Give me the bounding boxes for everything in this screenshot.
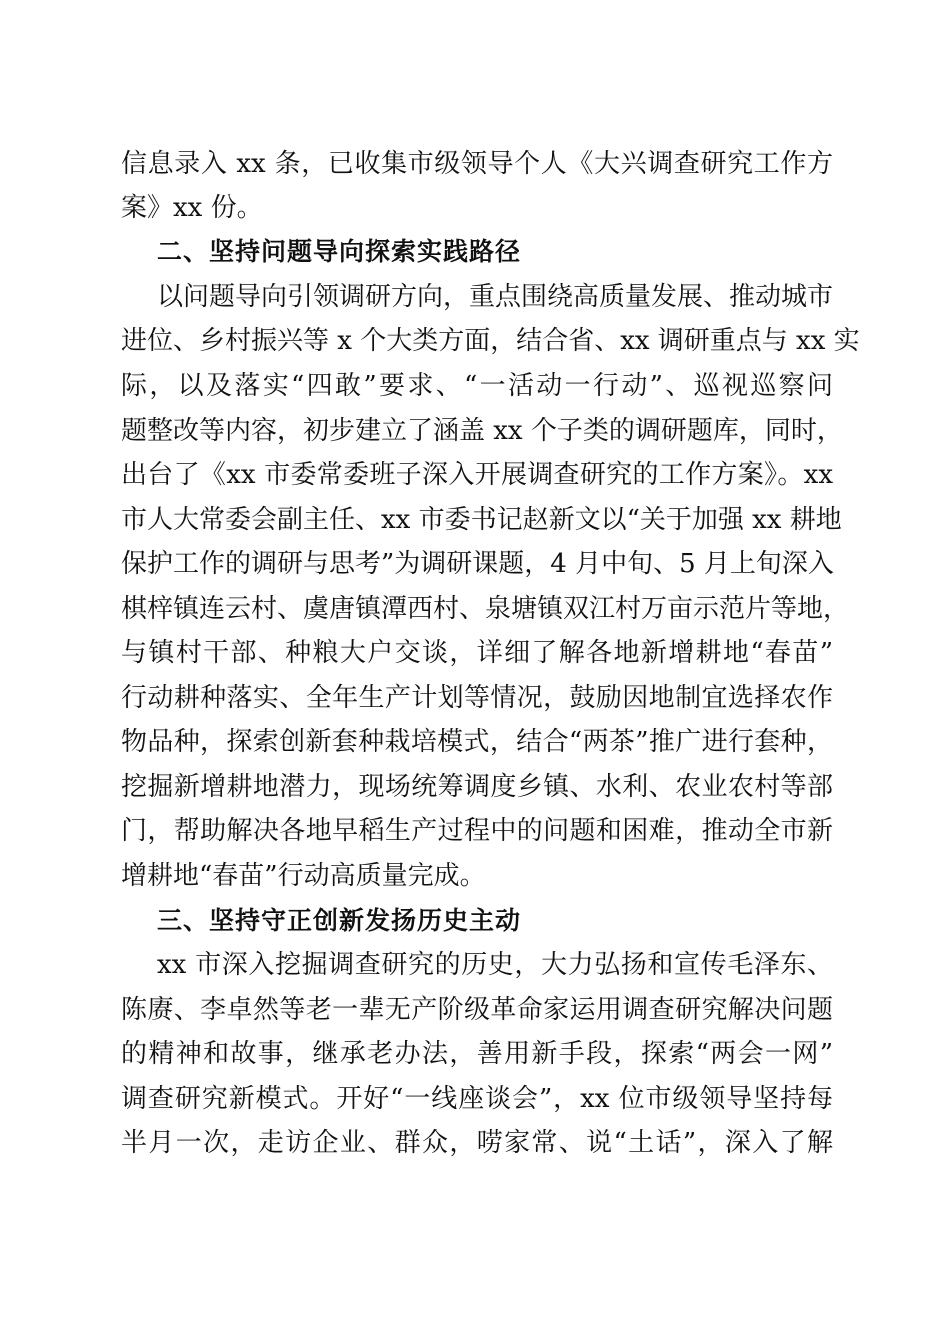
body-text-line: 题整改等内容，初步建立了涵盖 xx 个子类的调研题库，同时， — [121, 416, 843, 446]
body-text-line: xx 市深入挖掘调查研究的历史，大力弘扬和宣传毛泽东、 — [157, 950, 833, 980]
body-text-line: 棋梓镇连云村、虞唐镇潭西村、泉塘镇双江村万亩示范片等地， — [121, 594, 850, 624]
body-text-line: 案》xx 份。 — [121, 193, 263, 223]
body-text-line: 的精神和故事，继承老办法，善用新手段，探索“两会一网” — [121, 1039, 833, 1069]
section-heading-3: 三、坚持守正创新发扬历史主动 — [157, 906, 522, 935]
body-text-line: 调查研究新模式。开好“一线座谈会”，xx 位市级领导坚持每 — [121, 1084, 833, 1114]
body-text-line: 物品种，探索创新套种栽培模式，结合“两茶”推广进行套种， — [121, 727, 833, 757]
body-text-line: 陈赓、李卓然等老一辈无产阶级革命家运用调查研究解决问题 — [121, 995, 833, 1025]
body-text-line: 与镇村干部、种粮大户交谈，详细了解各地新增耕地“春苗” — [121, 638, 833, 668]
body-text-line: 出台了《xx 市委常委班子深入开展调查研究的工作方案》。xx — [121, 460, 833, 490]
body-text-line: 半月一次，走访企业、群众，唠家常、说“土话”，深入了解 — [121, 1128, 833, 1158]
body-text-line: 信息录入 xx 条，已收集市级领导个人《大兴调查研究工作方 — [121, 149, 833, 179]
body-text-line: 门，帮助解决各地早稻生产过程中的问题和困难，推动全市新 — [121, 816, 833, 846]
body-text-line: 际，以及落实“四敢”要求、“一活动一行动”、巡视巡察问 — [121, 371, 833, 401]
body-text-line: 市人大常委会副主任、xx 市委书记赵新文以“关于加强 xx 耕地 — [121, 505, 842, 535]
body-text-line: 增耕地“春苗”行动高质量完成。 — [121, 861, 486, 891]
body-text-line: 行动耕种落实、全年生产计划等情况，鼓励因地制宜选择农作 — [121, 683, 833, 713]
section-heading-2: 二、坚持问题导向探索实践路径 — [157, 237, 522, 266]
body-text-line: 以问题导向引领调研方向，重点围绕高质量发展、推动城市 — [157, 282, 834, 312]
body-text-line: 挖掘新增耕地潜力，现场统筹调度乡镇、水利、农业农村等部 — [121, 772, 833, 802]
body-text-line: 进位、乡村振兴等 x 个大类方面，结合省、xx 调研重点与 xx 实 — [121, 326, 860, 356]
body-text-line: 保护工作的调研与思考”为调研课题，4 月中旬、5 月上旬深入 — [121, 549, 834, 579]
